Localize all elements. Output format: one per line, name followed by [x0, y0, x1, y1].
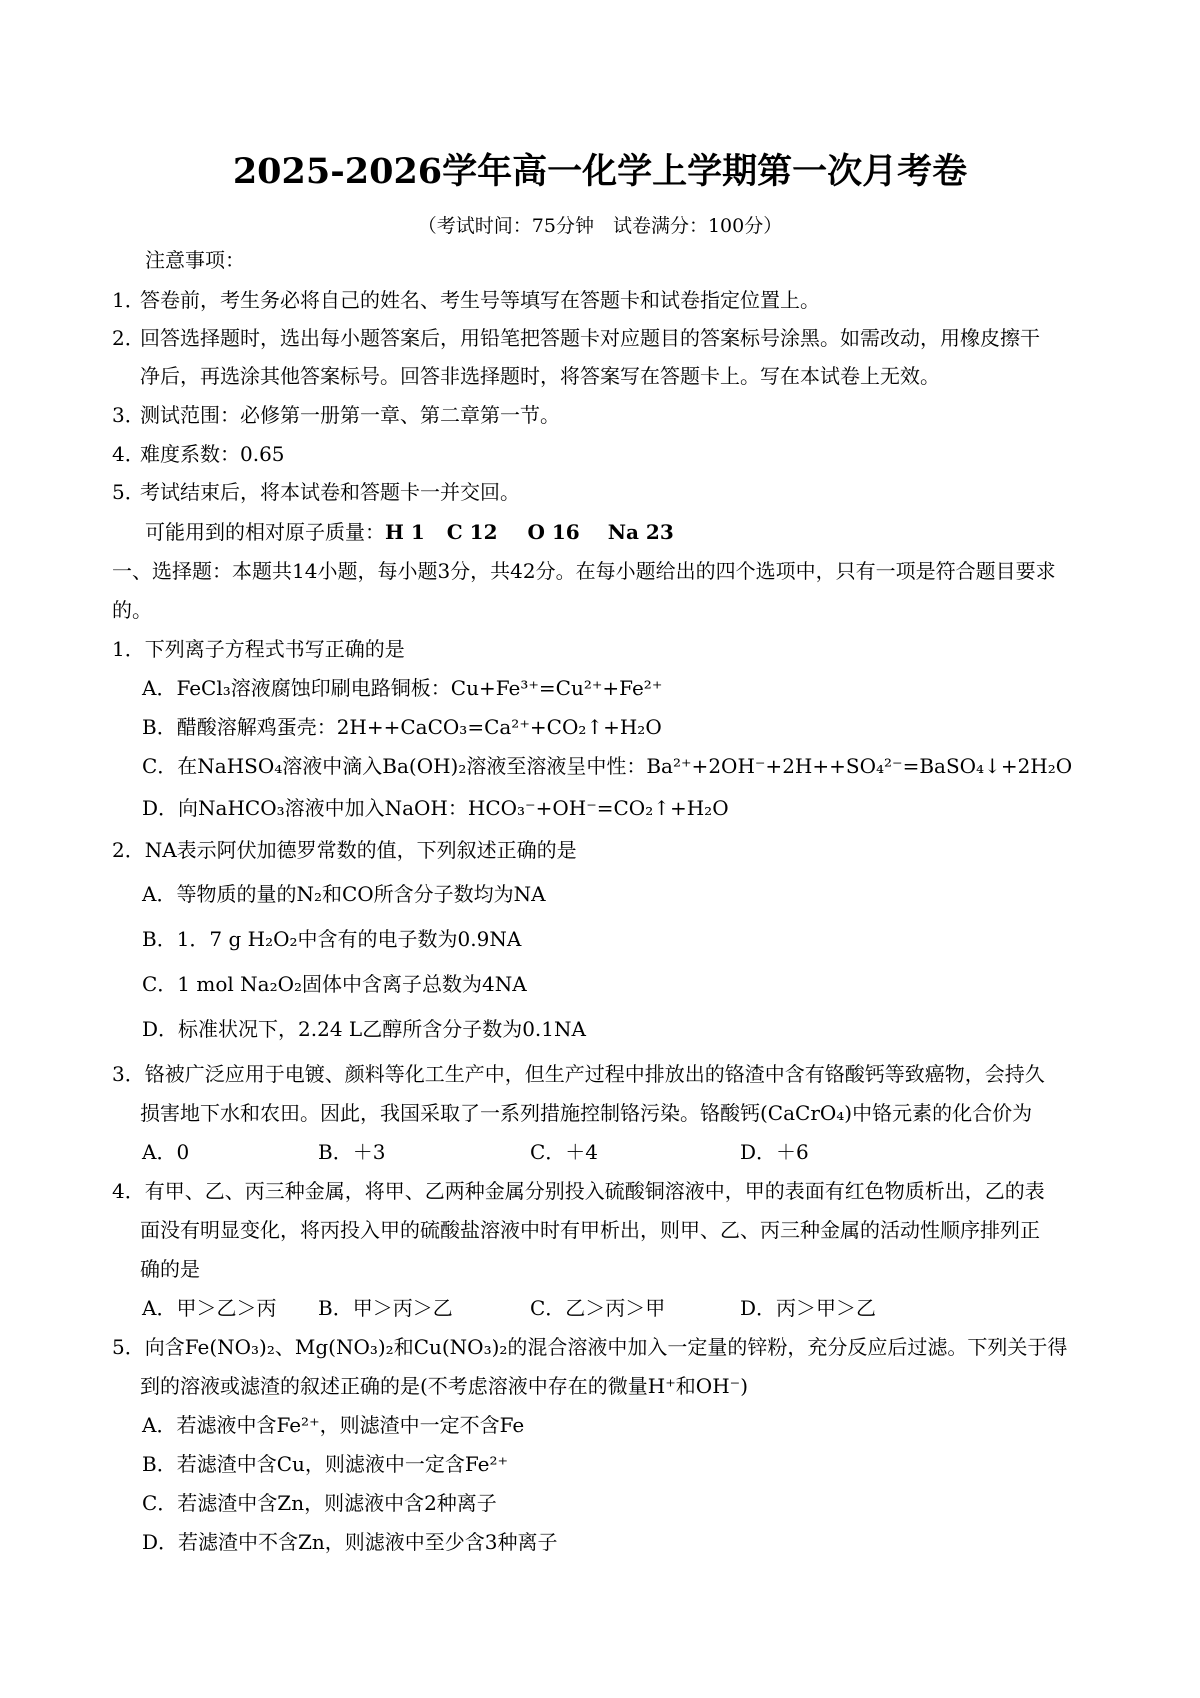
- notice-item-continued: 净后，再选涂其他答案标号。回答非选择题时，将答案写在答题卡上。写在本试卷上无效。: [140, 364, 940, 388]
- question-4-stem-continued: 面没有明显变化，将丙投入甲的硫酸盐溶液中时有甲析出，则甲、乙、丙三种金属的活动性顺序排列正: [140, 1218, 1040, 1242]
- notice-item: 2．回答选择题时，选出每小题答案后，用铅笔把答题卡对应题目的答案标号涂黑。如需改动，用橡皮擦干: [112, 326, 1040, 350]
- question-3-stem-continued: 损害地下水和农田。因此，我国采取了一系列措施控制铬污染。铬酸钙(CaCrO₄)中铬元素的化合价为: [140, 1101, 1033, 1125]
- question-1-option-d: D．向NaHCO₃溶液中加入NaOH：HCO₃⁻+OH⁻=CO₂↑+H₂O: [142, 796, 729, 820]
- question-5-stem-continued: 到的溶液或滤渣的叙述正确的是(不考虑溶液中存在的微量H⁺和OH⁻): [140, 1374, 748, 1398]
- question-3-option-a: A．0: [142, 1140, 190, 1164]
- question-4-option-a: A．甲＞乙＞丙: [142, 1296, 277, 1320]
- question-3-option-b: B．＋3: [318, 1140, 386, 1164]
- page-title: 2025-2026学年高一化学上学期第一次月考卷: [232, 151, 968, 192]
- question-3-stem: 3．铬被广泛应用于电镀、颜料等化工生产中，但生产过程中排放出的铬渣中含有铬酸钙等致癌物，会持久: [112, 1062, 1045, 1086]
- question-2-option-a: A．等物质的量的N₂和CO所含分子数均为NA: [142, 882, 546, 906]
- question-1-option-c: C．在NaHSO₄溶液中滴入Ba(OH)₂溶液至溶液呈中性：Ba²⁺+2OH⁻+2H++SO₄²⁻=BaSO₄↓+2H₂O: [142, 754, 1073, 778]
- question-5-option-c: C．若滤渣中含Zn，则滤液中含2种离子: [142, 1491, 497, 1515]
- question-1-option-b: B．醋酸溶解鸡蛋壳：2H++CaCO₃=Ca²⁺+CO₂↑+H₂O: [142, 715, 662, 739]
- question-2-option-b: B．1．7 g H₂O₂中含有的电子数为0.9NA: [142, 927, 522, 951]
- question-5-option-d: D．若滤渣中不含Zn，则滤液中至少含3种离子: [142, 1530, 558, 1554]
- notice-item: 4．难度系数：0.65: [112, 442, 285, 466]
- question-2-option-d: D．标准状况下，2.24 L乙醇所含分子数为0.1NA: [142, 1017, 586, 1041]
- question-2-option-c: C．1 mol Na₂O₂固体中含离子总数为4NA: [142, 972, 527, 996]
- question-4-option-b: B．甲＞丙＞乙: [318, 1296, 453, 1320]
- question-5-option-a: A．若滤液中含Fe²⁺，则滤渣中一定不含Fe: [142, 1413, 525, 1437]
- exam-info: （考试时间：75分钟 试卷满分：100分）: [417, 215, 783, 237]
- notice-heading: 注意事项：: [145, 248, 245, 272]
- question-1-stem: 1．下列离子方程式书写正确的是: [112, 637, 405, 661]
- question-4-stem-continued: 确的是: [140, 1257, 200, 1281]
- question-5-stem: 5．向含Fe(NO₃)₂、Mg(NO₃)₂和Cu(NO₃)₂的混合溶液中加入一定量的锌粉，充分反应后过滤。下列关于得: [112, 1335, 1068, 1359]
- question-2-stem: 2．NA表示阿伏加德罗常数的值，下列叙述正确的是: [112, 838, 577, 862]
- question-4-stem: 4．有甲、乙、丙三种金属，将甲、乙两种金属分别投入硫酸铜溶液中，甲的表面有红色物质析出，乙的表: [112, 1179, 1045, 1203]
- notice-item: 5．考试结束后，将本试卷和答题卡一并交回。: [112, 480, 520, 504]
- section-heading: 一、选择题：本题共14小题，每小题3分，共42分。在每小题给出的四个选项中，只有一项是符合题目要求: [112, 559, 1056, 583]
- question-4-option-d: D．丙＞甲＞乙: [740, 1296, 877, 1320]
- question-1-option-a: A．FeCl₃溶液腐蚀印刷电路铜板：Cu+Fe³⁺=Cu²⁺+Fe²⁺: [142, 676, 663, 700]
- notice-item: 3．测试范围：必修第一册第一章、第二章第一节。: [112, 403, 560, 427]
- notice-item: 1．答卷前，考生务必将自己的姓名、考生号等填写在答题卡和试卷指定位置上。: [112, 288, 820, 312]
- question-5-option-b: B．若滤渣中含Cu，则滤液中一定含Fe²⁺: [142, 1452, 509, 1476]
- atomic-mass-line: 可能用到的相对原子质量：H 1 C 12 O 16 Na 23: [145, 520, 674, 544]
- question-3-option-d: D．＋6: [740, 1140, 809, 1164]
- section-heading-continued: 的。: [112, 598, 152, 622]
- question-3-option-c: C．＋4: [530, 1140, 599, 1164]
- question-4-option-c: C．乙＞丙＞甲: [530, 1296, 666, 1320]
